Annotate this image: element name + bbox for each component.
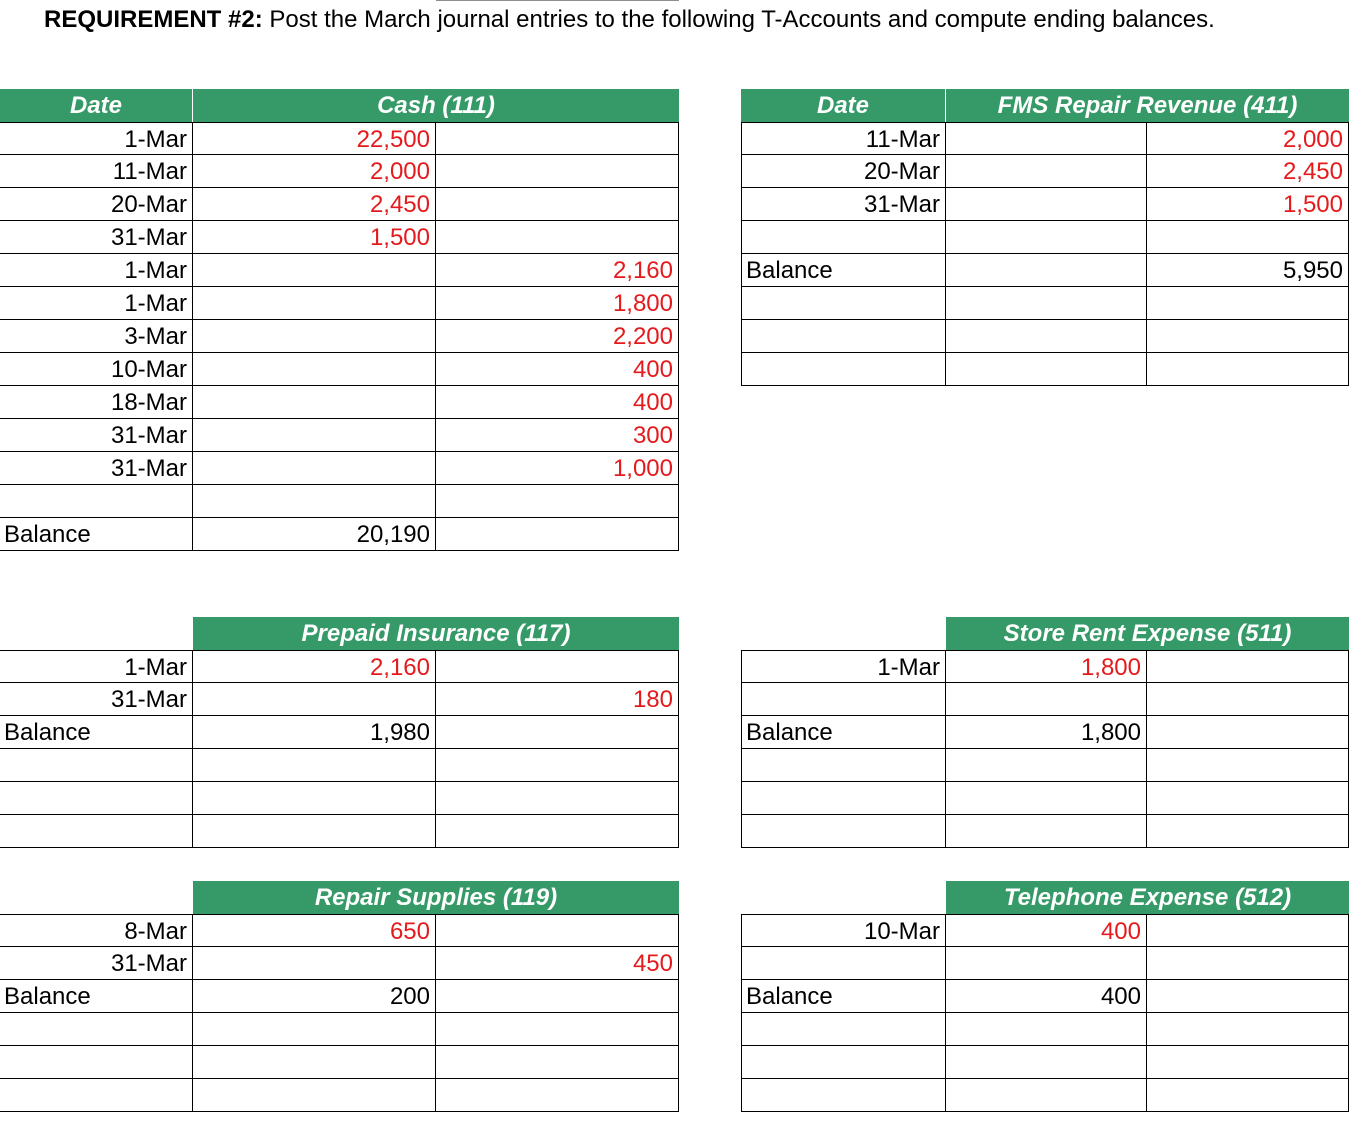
credit-cell: 400 xyxy=(436,386,679,419)
ledger-row xyxy=(0,287,679,320)
date-cell: 1-Mar xyxy=(0,650,193,683)
account-header xyxy=(193,881,679,914)
date-cell xyxy=(741,1013,946,1046)
debit-cell xyxy=(193,1013,436,1046)
date-cell: 20-Mar xyxy=(0,188,193,221)
credit-cell xyxy=(436,1013,679,1046)
debit-cell: 20,190 xyxy=(193,518,436,551)
ledger-row xyxy=(0,221,679,254)
debit-cell xyxy=(946,287,1147,320)
ledger-row xyxy=(0,254,679,287)
debit-cell: 1,500 xyxy=(193,221,436,254)
debit-cell xyxy=(193,287,436,320)
ledger-row xyxy=(0,353,679,386)
ledger-row xyxy=(0,947,679,980)
debit-cell xyxy=(946,1046,1147,1079)
empty-row xyxy=(741,815,1349,848)
date-cell xyxy=(0,1079,193,1112)
debit-cell xyxy=(193,353,436,386)
ledger-row xyxy=(0,155,679,188)
account-name: Telephone Expense (512) xyxy=(1003,884,1292,911)
date-cell: 1-Mar xyxy=(0,254,193,287)
credit-cell xyxy=(436,485,679,518)
date-cell: 11-Mar xyxy=(0,155,193,188)
debit-cell xyxy=(193,749,436,782)
credit-cell xyxy=(436,749,679,782)
debit-cell xyxy=(946,221,1147,254)
empty-row xyxy=(0,1079,679,1112)
ledger-row xyxy=(741,155,1349,188)
date-cell xyxy=(0,1046,193,1079)
credit-cell xyxy=(1147,980,1349,1013)
debit-cell xyxy=(193,254,436,287)
date-cell: 3-Mar xyxy=(0,320,193,353)
ledger-row xyxy=(741,122,1349,155)
credit-cell: 400 xyxy=(436,353,679,386)
credit-cell xyxy=(1147,1046,1349,1079)
debit-cell xyxy=(193,419,436,452)
debit-cell xyxy=(193,782,436,815)
date-cell: Balance xyxy=(0,716,193,749)
debit-cell: 2,000 xyxy=(193,155,436,188)
account-name: FMS Repair Revenue (411) xyxy=(997,92,1298,119)
credit-cell xyxy=(1147,749,1349,782)
empty-row xyxy=(741,353,1349,386)
date-column-header: Date xyxy=(741,89,946,122)
ledger-row xyxy=(0,650,679,683)
date-cell: 8-Mar xyxy=(0,914,193,947)
date-cell: 11-Mar xyxy=(741,122,946,155)
debit-cell: 1,800 xyxy=(946,716,1147,749)
date-cell: Balance xyxy=(741,980,946,1013)
credit-cell xyxy=(436,518,679,551)
debit-cell xyxy=(193,1046,436,1079)
date-cell xyxy=(741,320,946,353)
credit-cell xyxy=(1147,1013,1349,1046)
ledger-row xyxy=(0,485,679,518)
date-cell: 1-Mar xyxy=(741,650,946,683)
credit-cell xyxy=(1147,782,1349,815)
empty-row xyxy=(741,782,1349,815)
balance-row xyxy=(0,716,679,749)
balance-row xyxy=(0,518,679,551)
ledger-row xyxy=(741,221,1349,254)
date-cell xyxy=(741,782,946,815)
balance-row xyxy=(741,716,1349,749)
debit-cell xyxy=(193,386,436,419)
date-cell: 31-Mar xyxy=(0,419,193,452)
ledger-row xyxy=(741,914,1349,947)
date-cell xyxy=(741,221,946,254)
debit-cell xyxy=(946,749,1147,782)
ledger-row xyxy=(0,320,679,353)
date-cell: 31-Mar xyxy=(741,188,946,221)
credit-cell xyxy=(1147,1079,1349,1112)
date-cell xyxy=(741,287,946,320)
credit-cell xyxy=(1147,287,1349,320)
account-name: Cash (111) xyxy=(377,92,495,119)
debit-cell xyxy=(193,947,436,980)
credit-cell xyxy=(1147,650,1349,683)
top-divider xyxy=(436,0,679,1)
debit-cell xyxy=(946,254,1147,287)
credit-cell xyxy=(1147,914,1349,947)
credit-cell xyxy=(436,1046,679,1079)
debit-cell: 1,800 xyxy=(946,650,1147,683)
date-cell: 18-Mar xyxy=(0,386,193,419)
empty-row xyxy=(741,749,1349,782)
date-cell xyxy=(741,353,946,386)
date-cell xyxy=(0,485,193,518)
empty-row xyxy=(741,1013,1349,1046)
debit-cell xyxy=(946,1013,1147,1046)
debit-cell xyxy=(193,485,436,518)
date-cell: Balance xyxy=(0,980,193,1013)
empty-row xyxy=(741,287,1349,320)
empty-row xyxy=(741,1046,1349,1079)
account-name: Repair Supplies (119) xyxy=(314,884,558,911)
empty-row xyxy=(0,815,679,848)
credit-cell: 180 xyxy=(436,683,679,716)
credit-cell: 1,000 xyxy=(436,452,679,485)
date-cell: 20-Mar xyxy=(741,155,946,188)
credit-cell: 1,800 xyxy=(436,287,679,320)
date-cell xyxy=(741,749,946,782)
credit-cell xyxy=(1147,716,1349,749)
debit-cell: 650 xyxy=(193,914,436,947)
debit-cell: 400 xyxy=(946,914,1147,947)
date-cell: 31-Mar xyxy=(0,221,193,254)
credit-cell: 5,950 xyxy=(1147,254,1349,287)
credit-cell xyxy=(436,782,679,815)
ledger-row xyxy=(0,419,679,452)
date-cell: 1-Mar xyxy=(0,122,193,155)
debit-cell xyxy=(946,320,1147,353)
date-cell: 10-Mar xyxy=(741,914,946,947)
date-cell xyxy=(741,815,946,848)
account-name: Prepaid Insurance (117) xyxy=(301,620,571,647)
debit-cell xyxy=(193,320,436,353)
debit-cell: 1,980 xyxy=(193,716,436,749)
debit-cell xyxy=(946,782,1147,815)
credit-cell xyxy=(1147,815,1349,848)
date-cell: Balance xyxy=(741,254,946,287)
credit-cell xyxy=(436,815,679,848)
debit-cell: 400 xyxy=(946,980,1147,1013)
date-cell xyxy=(741,1079,946,1112)
account-header xyxy=(193,617,679,650)
date-cell xyxy=(0,782,193,815)
credit-cell xyxy=(1147,221,1349,254)
empty-row xyxy=(0,1046,679,1079)
credit-cell xyxy=(436,221,679,254)
debit-cell xyxy=(946,188,1147,221)
date-cell xyxy=(741,1046,946,1079)
credit-cell xyxy=(436,155,679,188)
credit-cell: 2,000 xyxy=(1147,122,1349,155)
balance-row xyxy=(0,980,679,1013)
debit-cell xyxy=(946,122,1147,155)
ledger-row xyxy=(0,386,679,419)
debit-cell xyxy=(946,947,1147,980)
credit-cell: 300 xyxy=(436,419,679,452)
date-cell: 10-Mar xyxy=(0,353,193,386)
credit-cell: 2,160 xyxy=(436,254,679,287)
credit-cell xyxy=(436,716,679,749)
debit-cell: 22,500 xyxy=(193,122,436,155)
credit-cell xyxy=(436,1079,679,1112)
ledger-row xyxy=(741,683,1349,716)
balance-row xyxy=(741,254,1349,287)
credit-cell xyxy=(436,188,679,221)
credit-cell: 450 xyxy=(436,947,679,980)
account-header xyxy=(946,881,1349,914)
debit-cell xyxy=(946,1079,1147,1112)
account-name: Store Rent Expense (511) xyxy=(1003,620,1292,647)
credit-cell: 1,500 xyxy=(1147,188,1349,221)
credit-cell xyxy=(1147,683,1349,716)
credit-cell xyxy=(436,914,679,947)
debit-cell: 2,450 xyxy=(193,188,436,221)
date-cell: 1-Mar xyxy=(0,287,193,320)
ledger-row xyxy=(741,947,1349,980)
ledger-row xyxy=(0,122,679,155)
date-cell xyxy=(741,683,946,716)
empty-row xyxy=(741,320,1349,353)
date-cell xyxy=(0,815,193,848)
date-cell: 31-Mar xyxy=(0,947,193,980)
ledger-row xyxy=(0,188,679,221)
ledger-row xyxy=(0,914,679,947)
debit-cell xyxy=(946,815,1147,848)
debit-cell xyxy=(946,683,1147,716)
date-cell xyxy=(0,749,193,782)
debit-cell xyxy=(193,452,436,485)
debit-cell xyxy=(193,683,436,716)
credit-cell xyxy=(1147,947,1349,980)
account-header xyxy=(741,89,1349,122)
date-cell xyxy=(741,947,946,980)
debit-cell xyxy=(946,155,1147,188)
empty-row xyxy=(0,782,679,815)
credit-cell xyxy=(1147,353,1349,386)
empty-row xyxy=(0,749,679,782)
account-header xyxy=(946,617,1349,650)
balance-row xyxy=(741,980,1349,1013)
date-cell: 31-Mar xyxy=(0,683,193,716)
ledger-row xyxy=(0,452,679,485)
debit-cell xyxy=(946,353,1147,386)
credit-cell xyxy=(436,650,679,683)
credit-cell: 2,200 xyxy=(436,320,679,353)
debit-cell xyxy=(193,815,436,848)
empty-row xyxy=(741,1079,1349,1112)
date-cell xyxy=(0,1013,193,1046)
ledger-row xyxy=(741,188,1349,221)
debit-cell: 200 xyxy=(193,980,436,1013)
debit-cell: 2,160 xyxy=(193,650,436,683)
date-cell: Balance xyxy=(741,716,946,749)
date-cell: Balance xyxy=(0,518,193,551)
account-header xyxy=(0,89,679,122)
page-title: REQUIREMENT #2: Post the March journal entries to the following T-Accounts and compute ending balances. xyxy=(44,6,1215,33)
credit-cell xyxy=(436,980,679,1013)
date-cell: 31-Mar xyxy=(0,452,193,485)
credit-cell xyxy=(436,122,679,155)
credit-cell: 2,450 xyxy=(1147,155,1349,188)
date-column-header: Date xyxy=(0,89,193,122)
ledger-row xyxy=(0,683,679,716)
empty-row xyxy=(0,1013,679,1046)
debit-cell xyxy=(193,1079,436,1112)
credit-cell xyxy=(1147,320,1349,353)
ledger-row xyxy=(741,650,1349,683)
